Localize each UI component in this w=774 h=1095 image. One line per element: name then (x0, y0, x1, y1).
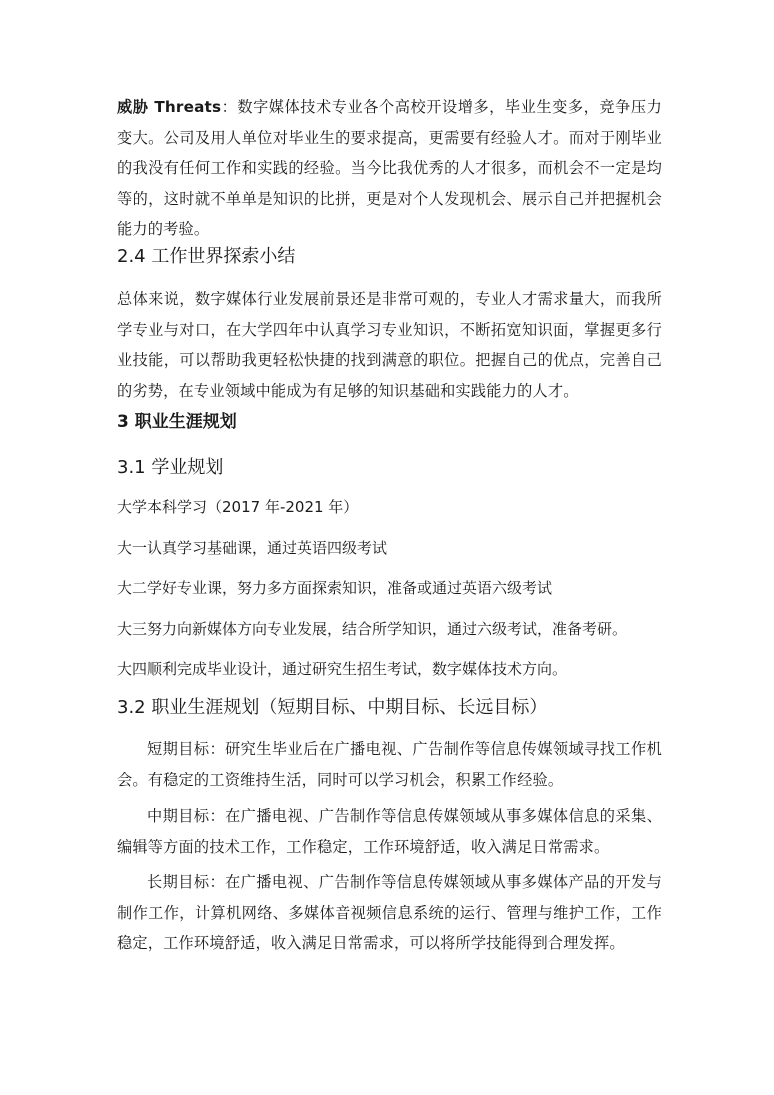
academic-plan-line: 大二学好专业课，努力多方面探索知识，准备或通过英语六级考试 (117, 579, 553, 597)
section-2-4-paragraph: 总体来说，数字媒体行业发展前景还是非常可观的，专业人才需求量大，而我所学专业与对口，在大学四年中认真学习专业知识，不断拓宽知识面，掌握更多行业技能，可以帮助我更轻松快捷的找到满意的职位。把握自己的优点，完善自己的劣势，在专业领域中能成为有足够的知识基础和实践能力的人才。 (117, 290, 662, 400)
section-2-4-heading: 2.4 工作世界探索小结 (117, 246, 296, 267)
threats-text: ：数字媒体技术专业各个高校开设增多，毕业生变多，竞争压力变大。公司及用人单位对毕业生的要求提高，更需要有经验人才。而对于刚毕业的我没有任何工作和实践的经验。当今比我优秀的人才很多，而机会不一定是均等的，这时就不单单是知识的比拼，更是对个人发现机会、展示自己并把握机会能力的考验。 (117, 98, 662, 238)
academic-plan-line: 大一认真学习基础课，通过英语四级考试 (117, 539, 388, 557)
academic-plan-line: 大四顺利完成毕业设计，通过研究生招生考试，数字媒体技术方向。 (117, 660, 568, 678)
short-term-goal: 短期目标：研究生毕业后在广播电视、广告制作等信息传媒领域寻找工作机会。有稳定的工资维持生活，同时可以学习机会，积累工作经验。 (117, 740, 662, 789)
academic-plan-line: 大学本科学习（2017 年-2021 年） (117, 498, 359, 516)
section-3-heading: 3 职业生涯规划 (117, 412, 237, 432)
section-3-2-heading: 3.2 职业生涯规划（短期目标、中期目标、长远目标） (117, 697, 548, 718)
threats-label: 威胁 Threats (117, 98, 222, 116)
long-term-goal: 长期目标：在广播电视、广告制作等信息传媒领域从事多媒体产品的开发与制作工作，计算机网络、多媒体音视频信息系统的运行、管理与维护工作，工作稳定，工作环境舒适，收入满足日常需求，可以将所学技能得到合理发挥。 (117, 873, 662, 952)
academic-plan-line: 大三努力向新媒体方向专业发展，结合所学知识，通过六级考试，准备考研。 (117, 620, 628, 638)
threats-paragraph (117, 92, 662, 245)
section-3-1-heading: 3.1 学业规划 (117, 457, 224, 478)
mid-term-goal: 中期目标：在广播电视、广告制作等信息传媒领域从事多媒体信息的采集、编辑等方面的技术工作，工作稳定，工作环境舒适，收入满足日常需求。 (117, 807, 662, 856)
